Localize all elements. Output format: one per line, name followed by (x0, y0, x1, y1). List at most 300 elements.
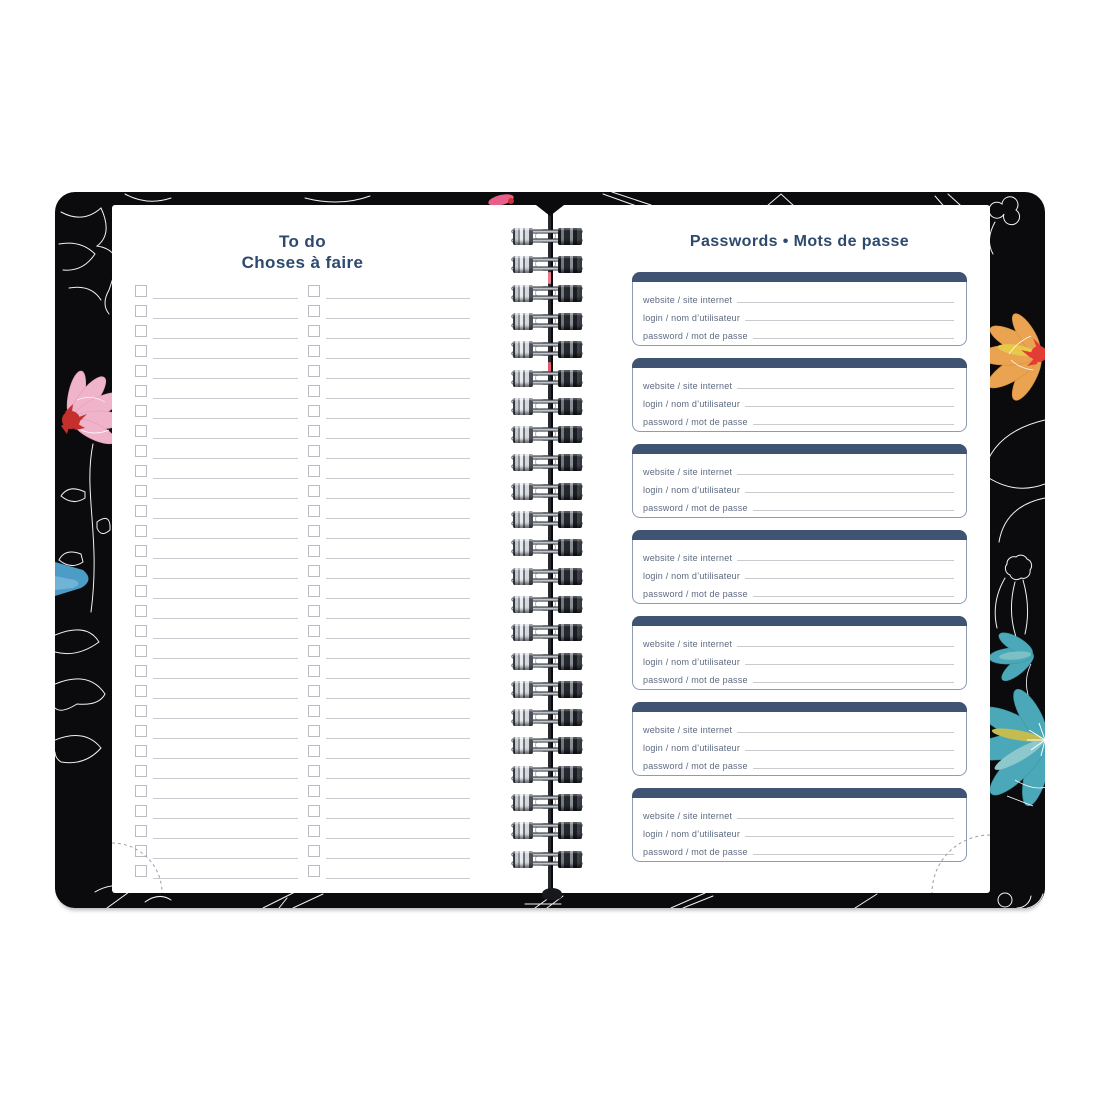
writing-line (745, 578, 954, 579)
todo-row (308, 322, 471, 342)
writing-line (326, 842, 471, 859)
empty-checkbox-icon (135, 465, 147, 477)
spiral-coil (511, 822, 583, 840)
empty-checkbox-icon (308, 345, 320, 357)
todo-row (308, 822, 471, 842)
corner-fold-mark (924, 827, 990, 893)
spiral-coil (511, 313, 583, 331)
writing-line (326, 362, 471, 379)
writing-line (326, 402, 471, 419)
password-block-header-bar (632, 358, 967, 368)
coil-right-end (558, 398, 582, 415)
coil-left-end (513, 822, 533, 839)
password-block-body (632, 798, 967, 862)
spiral-notebook (55, 192, 1045, 908)
empty-checkbox-icon (308, 525, 320, 537)
writing-line (326, 582, 471, 599)
writing-line (326, 542, 471, 559)
empty-checkbox-icon (135, 525, 147, 537)
coil-left-end (513, 285, 533, 302)
writing-line (753, 510, 954, 511)
empty-checkbox-icon (135, 585, 147, 597)
writing-line (153, 282, 298, 299)
writing-line (153, 382, 298, 399)
writing-line (753, 338, 954, 339)
coil-left-end (513, 228, 533, 245)
password-block-body (632, 368, 967, 432)
password-field-label: password / mot de passe (643, 503, 748, 513)
coil-left-end (513, 313, 533, 330)
password-block (632, 272, 967, 347)
password-field-row (643, 547, 954, 565)
password-field-row (643, 651, 954, 669)
password-block-header-bar (632, 702, 967, 712)
writing-line (326, 282, 471, 299)
todo-row (135, 662, 298, 682)
writing-line (326, 642, 471, 659)
todo-row (308, 302, 471, 322)
writing-line (745, 406, 954, 407)
spiral-coil (511, 511, 583, 529)
password-field-label: login / nom d’utilisateur (643, 399, 741, 409)
spiral-coil (511, 624, 583, 642)
empty-checkbox-icon (135, 705, 147, 717)
writing-line (153, 522, 298, 539)
writing-line (153, 662, 298, 679)
todo-row (308, 382, 471, 402)
empty-checkbox-icon (308, 505, 320, 517)
empty-checkbox-icon (308, 685, 320, 697)
coil-left-end (513, 454, 533, 471)
coil-right-end (558, 766, 582, 783)
password-block-body (632, 454, 967, 518)
coil-left-end (513, 256, 533, 273)
writing-line (753, 424, 954, 425)
coil-left-end (513, 596, 533, 613)
coil-right-end (558, 624, 582, 641)
password-block (632, 788, 967, 863)
writing-line (737, 646, 954, 647)
coil-right-end (558, 709, 582, 726)
empty-checkbox-icon (135, 445, 147, 457)
password-field-row (643, 805, 954, 823)
todo-row (135, 362, 298, 382)
coil-right-end (558, 653, 582, 670)
password-field-row (643, 633, 954, 651)
empty-checkbox-icon (135, 285, 147, 297)
empty-checkbox-icon (308, 745, 320, 757)
writing-line (153, 302, 298, 319)
spiral-coil (511, 454, 583, 472)
coil-left-end (513, 483, 533, 500)
spiral-binding (511, 228, 583, 888)
todo-row (308, 862, 471, 882)
writing-line (153, 782, 298, 799)
todo-row (308, 762, 471, 782)
writing-line (326, 742, 471, 759)
password-block-body (632, 282, 967, 346)
password-field-label: login / nom d’utilisateur (643, 829, 741, 839)
password-block-body (632, 540, 967, 604)
spiral-coil (511, 653, 583, 671)
password-block-body (632, 626, 967, 690)
password-field-label: password / mot de passe (643, 675, 748, 685)
password-field-label: login / nom d’utilisateur (643, 743, 741, 753)
todo-row (308, 522, 471, 542)
empty-checkbox-icon (308, 805, 320, 817)
empty-checkbox-icon (308, 725, 320, 737)
password-field-row (643, 669, 954, 687)
todo-row (135, 482, 298, 502)
todo-page (112, 205, 549, 893)
empty-checkbox-icon (308, 545, 320, 557)
todo-row (308, 502, 471, 522)
password-field-row (643, 289, 954, 307)
writing-line (153, 682, 298, 699)
todo-row (308, 782, 471, 802)
todo-row (308, 342, 471, 362)
empty-checkbox-icon (308, 785, 320, 797)
coil-right-end (558, 681, 582, 698)
coil-left-end (513, 737, 533, 754)
empty-checkbox-icon (135, 765, 147, 777)
empty-checkbox-icon (308, 325, 320, 337)
writing-line (326, 682, 471, 699)
writing-line (753, 682, 954, 683)
password-field-label: website / site internet (643, 381, 733, 391)
todo-row (308, 442, 471, 462)
binding-shadow (542, 888, 562, 900)
empty-checkbox-icon (308, 465, 320, 477)
password-field-row (643, 375, 954, 393)
empty-checkbox-icon (135, 505, 147, 517)
empty-checkbox-icon (308, 625, 320, 637)
corner-fold-mark (112, 833, 172, 893)
writing-line (737, 818, 954, 819)
writing-line (153, 602, 298, 619)
password-field-label: password / mot de passe (643, 589, 748, 599)
spiral-coil (511, 256, 583, 274)
writing-line (153, 442, 298, 459)
coil-right-end (558, 822, 582, 839)
writing-line (326, 862, 471, 879)
coil-left-end (513, 794, 533, 811)
empty-checkbox-icon (308, 585, 320, 597)
writing-line (153, 622, 298, 639)
todo-row (308, 362, 471, 382)
writing-line (153, 542, 298, 559)
coil-left-end (513, 426, 533, 443)
writing-line (153, 722, 298, 739)
todo-row (135, 282, 298, 302)
spiral-coil (511, 766, 583, 784)
password-field-label: website / site internet (643, 639, 733, 649)
empty-checkbox-icon (135, 685, 147, 697)
coil-right-end (558, 454, 582, 471)
writing-line (153, 402, 298, 419)
writing-line (745, 750, 954, 751)
writing-line (326, 302, 471, 319)
empty-checkbox-icon (135, 665, 147, 677)
password-field-label: password / mot de passe (643, 761, 748, 771)
password-block-body (632, 712, 967, 776)
passwords-page-title: Passwords • Mots de passe (689, 233, 910, 250)
todo-row (135, 522, 298, 542)
writing-line (326, 782, 471, 799)
empty-checkbox-icon (308, 565, 320, 577)
todo-row (308, 562, 471, 582)
empty-checkbox-icon (135, 485, 147, 497)
empty-checkbox-icon (308, 425, 320, 437)
todo-row (135, 682, 298, 702)
coil-right-end (558, 737, 582, 754)
password-field-label: website / site internet (643, 553, 733, 563)
empty-checkbox-icon (135, 565, 147, 577)
todo-row (308, 742, 471, 762)
todo-row (135, 342, 298, 362)
todo-row (135, 322, 298, 342)
spiral-coil (511, 596, 583, 614)
writing-line (153, 482, 298, 499)
spiral-coil (511, 539, 583, 557)
writing-line (153, 322, 298, 339)
writing-line (153, 822, 298, 839)
empty-checkbox-icon (308, 765, 320, 777)
password-block (632, 444, 967, 519)
spiral-coil (511, 426, 583, 444)
password-block (632, 616, 967, 691)
writing-line (326, 702, 471, 719)
todo-row (308, 702, 471, 722)
password-block-header-bar (632, 530, 967, 540)
spiral-coil (511, 851, 583, 869)
cover-notch (536, 205, 564, 216)
password-field-label: website / site internet (643, 811, 733, 821)
coil-right-end (558, 370, 582, 387)
todo-row (308, 802, 471, 822)
writing-line (326, 482, 471, 499)
empty-checkbox-icon (308, 285, 320, 297)
coil-right-end (558, 426, 582, 443)
todo-checklist (135, 282, 470, 882)
empty-checkbox-icon (135, 425, 147, 437)
todo-row (135, 782, 298, 802)
writing-line (153, 562, 298, 579)
empty-checkbox-icon (135, 325, 147, 337)
todo-row (308, 402, 471, 422)
coil-left-end (513, 766, 533, 783)
writing-line (745, 664, 954, 665)
empty-checkbox-icon (308, 445, 320, 457)
spiral-coil (511, 568, 583, 586)
blue-petal (55, 562, 89, 596)
coil-left-end (513, 341, 533, 358)
empty-checkbox-icon (135, 645, 147, 657)
empty-checkbox-icon (308, 705, 320, 717)
writing-line (153, 702, 298, 719)
writing-line (153, 362, 298, 379)
password-field-row (643, 307, 954, 325)
password-field-label: password / mot de passe (643, 847, 748, 857)
empty-checkbox-icon (135, 305, 147, 317)
empty-checkbox-icon (135, 625, 147, 637)
writing-line (153, 642, 298, 659)
todo-row (135, 802, 298, 822)
todo-row (135, 442, 298, 462)
todo-row (135, 722, 298, 742)
empty-checkbox-icon (308, 405, 320, 417)
writing-line (326, 822, 471, 839)
todo-row (135, 622, 298, 642)
coil-left-end (513, 398, 533, 415)
coil-right-end (558, 256, 582, 273)
password-field-label: login / nom d’utilisateur (643, 571, 741, 581)
password-field-row (643, 461, 954, 479)
password-block (632, 702, 967, 777)
empty-checkbox-icon (308, 645, 320, 657)
password-field-row (643, 823, 954, 841)
password-block-header-bar (632, 788, 967, 798)
writing-line (153, 342, 298, 359)
spiral-coil (511, 681, 583, 699)
spiral-coil (511, 341, 583, 359)
empty-checkbox-icon (308, 605, 320, 617)
password-field-row (643, 565, 954, 583)
coil-right-end (558, 341, 582, 358)
password-field-row (643, 411, 954, 429)
todo-row (135, 502, 298, 522)
writing-line (326, 602, 471, 619)
password-field-row (643, 737, 954, 755)
password-block (632, 530, 967, 605)
password-field-row (643, 393, 954, 411)
todo-row (135, 562, 298, 582)
password-field-label: website / site internet (643, 725, 733, 735)
writing-line (326, 442, 471, 459)
empty-checkbox-icon (308, 865, 320, 877)
coil-right-end (558, 596, 582, 613)
todo-row (308, 542, 471, 562)
empty-checkbox-icon (135, 385, 147, 397)
writing-line (153, 582, 298, 599)
passwords-page (553, 205, 990, 893)
empty-checkbox-icon (135, 785, 147, 797)
writing-line (326, 322, 471, 339)
coil-right-end (558, 794, 582, 811)
password-blocks (632, 272, 967, 874)
todo-row (308, 722, 471, 742)
todo-row (308, 842, 471, 862)
spiral-coil (511, 398, 583, 416)
password-field-row (643, 479, 954, 497)
writing-line (153, 502, 298, 519)
writing-line (753, 596, 954, 597)
writing-line (745, 492, 954, 493)
password-block-header-bar (632, 616, 967, 626)
coil-left-end (513, 511, 533, 528)
todo-row (308, 282, 471, 302)
coil-right-end (558, 285, 582, 302)
todo-row (135, 302, 298, 322)
coil-right-end (558, 851, 582, 868)
empty-checkbox-icon (135, 545, 147, 557)
password-field-label: website / site internet (643, 467, 733, 477)
todo-row (308, 422, 471, 442)
empty-checkbox-icon (135, 605, 147, 617)
password-field-row (643, 325, 954, 343)
todo-row (135, 762, 298, 782)
spiral-coil (511, 228, 583, 246)
coil-left-end (513, 709, 533, 726)
todo-row (135, 582, 298, 602)
teal-flower-small (988, 628, 1037, 698)
writing-line (737, 302, 954, 303)
writing-line (326, 502, 471, 519)
writing-line (745, 320, 954, 321)
empty-checkbox-icon (135, 345, 147, 357)
coil-right-end (558, 228, 582, 245)
empty-checkbox-icon (308, 485, 320, 497)
todo-row (135, 602, 298, 622)
password-field-row (643, 497, 954, 515)
writing-line (326, 462, 471, 479)
todo-row (135, 742, 298, 762)
empty-checkbox-icon (308, 365, 320, 377)
empty-checkbox-icon (135, 365, 147, 377)
empty-checkbox-icon (308, 385, 320, 397)
todo-row (308, 662, 471, 682)
writing-line (326, 662, 471, 679)
coil-left-end (513, 370, 533, 387)
writing-line (153, 762, 298, 779)
writing-line (326, 422, 471, 439)
todo-title-french: Choses à faire (241, 253, 364, 272)
coil-left-end (513, 851, 533, 868)
writing-line (326, 622, 471, 639)
password-field-row (643, 583, 954, 601)
writing-line (737, 388, 954, 389)
coil-left-end (513, 539, 533, 556)
coil-right-end (558, 511, 582, 528)
empty-checkbox-icon (308, 825, 320, 837)
todo-row (308, 602, 471, 622)
password-field-label: website / site internet (643, 295, 733, 305)
todo-column-2 (308, 282, 471, 882)
todo-row (308, 682, 471, 702)
writing-line (153, 462, 298, 479)
writing-line (153, 862, 298, 879)
coil-left-end (513, 568, 533, 585)
writing-line (153, 742, 298, 759)
todo-row (135, 422, 298, 442)
password-block-header-bar (632, 272, 967, 282)
todo-title-english: To do (279, 232, 326, 251)
empty-checkbox-icon (308, 845, 320, 857)
password-field-row (643, 755, 954, 773)
spiral-coil (511, 709, 583, 727)
todo-column-1 (135, 282, 298, 882)
password-field-label: password / mot de passe (643, 331, 748, 341)
password-field-row (643, 719, 954, 737)
writing-line (326, 562, 471, 579)
todo-row (135, 402, 298, 422)
coil-left-end (513, 653, 533, 670)
coil-right-end (558, 539, 582, 556)
password-field-label: password / mot de passe (643, 417, 748, 427)
writing-line (326, 722, 471, 739)
spiral-coil (511, 483, 583, 501)
coil-left-end (513, 624, 533, 641)
